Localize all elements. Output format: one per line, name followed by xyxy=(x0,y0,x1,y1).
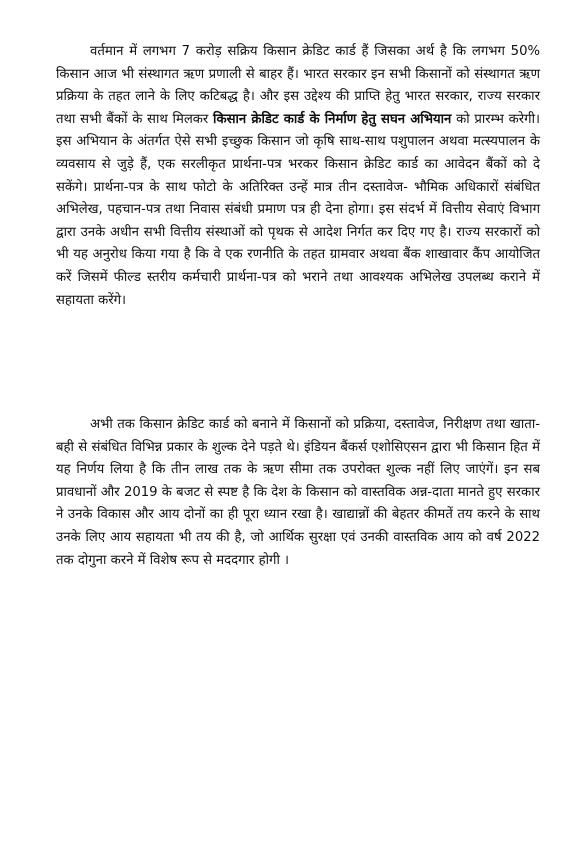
paragraph-1-bold-campaign: किसान क्रेडिट कार्ड के निर्माण हेतु सघन अभियान xyxy=(213,111,452,127)
paragraph-1-body: को प्रारम्भ करेगी। इस अभियान के अंतर्गत ऐसे सभी इच्छुक किसान जो कृषि साथ-साथ पशुपालन अथवा मत्स्यपालन के व्यवसाय से जुड़े हैं, एक सरलीकृत प्रार्थना-पत्र भरकर किसान क्रेडिट कार्ड का आवेदन बैंकों को दे सकेंगे। प्रार्थना-पत्र के साथ फोटो के अतिरिक्त उन्हें मात्र तीन दस्तावेज- भौमिक अधिकारों संबंधित अभिलेख, पहचान-पत्र तथा निवास संबंधी प्रमाण पत्र ही देना होगा। इस संदर्भ में वित्तीय सेवाएं विभाग द्वारा उनके अधीन सभी वित्तीय संस्थाओं को पृथक से आदेश निर्गत कर दिए गए है। राज्य सरकारों को भी यह अनुरोध किया गया है कि वे एक रणनीति के तहत ग्रामवार अथवा बैंक शाखावार कैंप आयोजित करें जिसमें फील्ड स्तरीय कर्मचारी प्रार्थना-पत्र को भराने तथा आवश्यक अभिलेख उपलब्ध कराने में सहायता करेंगे। xyxy=(56,111,540,308)
paragraph-1 xyxy=(56,41,540,312)
paragraph-2-body: अभी तक किसान क्रेडिट कार्ड को बनाने में किसानों को प्रक्रिया, दस्तावेज, निरीक्षण तथा खाता-बही से संबंधित विभिन्न प्रकार के शुल्क देने पड़ते थे। इंडियन बैंकर्स एशोसिएसन द्वारा भी किसान हित में यह निर्णय लिया है कि तीन लाख तक के ऋण सीमा तक उपरोक्त शुल्क नहीं लिए जाएंगें। इन सब प्रावधानों और 2019 के बजट से स्पष्ट है कि देश के किसान को वास्तविक अन्न-दाता मानते हुए सरकार ने उनके विकास और आय दोनों का ही पूरा ध्यान रखा है। खाद्यान्नों की बेहतर कीमतें तय करने के साथ उनके लिए आय सहायता भी तय की है, जो आर्थिक सुरक्षा एवं उनकी वास्तविक आय को वर्ष 2022 तक दोगुना करने में विशेष रूप से मददगार होगी । xyxy=(56,417,540,568)
paragraph-1-intro: वर्तमान में लगभग 7 करोड़ सक्रिय किसान क्रेडिट कार्ड हैं जिसका अर्थ है कि लगभग 50% किसान आज भी संस्थागत ऋण प्रणाली से बाहर हैं। भारत सरकार इन सभी किसानों को संस्थागत ऋण प्रक्रिया के तहत लाने के लिए कटिबद्ध है। और इस उद्देश्य की प्राप्ति हेतु भारत सरकार, राज्य सरकार तथा सभी बैंकों के साथ मिलकर xyxy=(56,44,540,127)
paragraph-2 xyxy=(56,414,540,572)
